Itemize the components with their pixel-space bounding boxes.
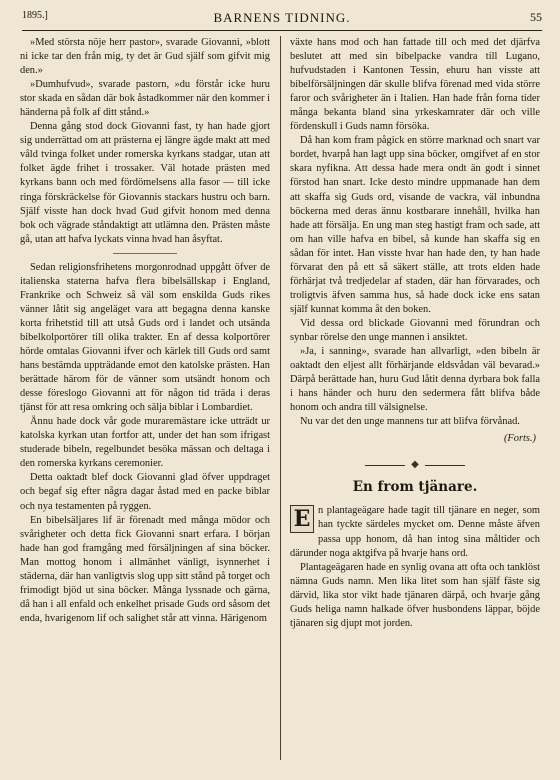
- paragraph: Detta oaktadt blef dock Giovanni glad öfver uppdraget och begaf sig efter några dagar åstad med en packe biblar och nya testamenten på ryggen.: [20, 472, 270, 512]
- right-column: [290, 36, 540, 631]
- paragraph: Ännu hade dock vår gode muraremästare icke utträdt ur katolska kyrkan utan fortfor att, under det han som ifrigast studerade bibeln, regelbundet besöka mässan och deltaga i den romerska kyrkans ceremonier.: [20, 416, 270, 470]
- ornament-divider: [290, 460, 540, 470]
- paragraph: [290, 504, 540, 560]
- paragraph: växte hans mod och han fattade till och med det djärfva beslutet att med sin bibelpacke vandra till Lugano, hufvudstaden i Kantonen Tessin, ehuru han visste att bibelförsäljningen där skulle blifva förenad med vida större faror och svårigheter än i Italien. Han hade från forna tider många bekanta bland sina yrkeskamrater där och ville fördenskull i Guds namn försöka.: [290, 37, 540, 133]
- ornament-line: [425, 465, 465, 466]
- paragraph: »Ja, i sanning», svarade han allvarligt, »den bibeln är oaktadt den eljest allt förhärjande eldsvådan väl bevarad.» Därpå berättade han, huru Gud låtit denna dyrbara bok falla i hans händer och huru den sedermera fått blifva både honom och andra till välsignelse.: [290, 346, 540, 414]
- paragraph: En bibelsäljares lif är förenadt med många mödor och svårigheter och detta fick Giovanni snart erfara. I början hade han god framgång med försäljningen af sina böcker. Man mottog honom i allmänhet vänligt, isynnerhet i städerna, där han vanligtvis slog upp sitt stånd på torget och frimodigt bjöd ut sina böcker. Många lyssnade och gärna, då han i all enfald och enkelhet prisade Guds ord såsom det enda, hvarigenom lif och salighet står att vinna. Härigenom: [20, 514, 270, 624]
- paragraph: »Med största nöje herr pastor», svarade Giovanni, »blott ni icke tar den från mig, ty det är Gud själf som gifvit mig den.»: [20, 37, 270, 77]
- paragraph: Då han kom fram pågick en större marknad och snart var bordet, hvarpå han lagt upp sina böcker, omgifvet af en stor skara nyfikna. Att dessa hade mera ondt än godt i sinnet förstod han snart. Icke desto mindre uppmanade han dem att skaffa sig Guds ord, visande de vackra, väl inbundna böckerna med deras ännu kostbarare innehåll, hvilka han hade att försälja. En ung man steg hastigt fram och sade, att om han ville hafva en bibel, så kunde han skaffa sig en sådan för intet. Han visste hvar han hade den, ty han hade förvarat den på ett så säkert ställe, att trots elden hade förhärjat två tredjedelar af staden, där han förvarades, och troligtvis äfven samma hus, så hade dock icke ens satan själf kunnat komma åt den boken.: [290, 135, 540, 315]
- paragraph: Vid dessa ord blickade Giovanni med förundran och synbar rörelse den unge mannen i ansiktet.: [290, 317, 540, 343]
- header-title: BARNENS TIDNING.: [213, 10, 351, 25]
- drop-cap: E: [290, 505, 314, 533]
- section-divider: [113, 253, 177, 254]
- paragraph: Denna gång stod dock Giovanni fast, ty han hade gjort sig underrättad om att prästerna ej längre ägde makt att med våld tvinga folket under romerska kyrkans stadgar, utan att folket ägde frihet i trossaker. Väl hotade prästen med kyrkans bann och med fördömelsens alla fasor — till icke ringa förskräckelse för Giovannis stackars hustru och barn. Själf visste han dock hvad Gud gifvit honom med denna bok och vägrade ståndaktigt att utlämna den. Prästen måste gå, utan att hafva lyckats vinna hvad han åsyftat.: [20, 121, 270, 245]
- paragraph-text: n plantageägare hade tagit till tjänare en neger, som han tyckte särdeles mycket om. Denne måste äfven passa upp honom, då han intog sina måltider och därunder noga aktgifva på hvarje hans ord.: [290, 505, 540, 559]
- header-year: 1895.]: [22, 10, 48, 21]
- header-page-number: 55: [530, 10, 542, 24]
- paragraph: »Dumhufvud», svarade pastorn, »du förstår icke huru stor skada en sådan där bok åstadkommer när den kommer i händerna på folk af ditt stånd.»: [20, 79, 270, 119]
- paragraph: Nu var det den unge mannens tur att blifva förvånad.: [300, 416, 520, 428]
- story-title: En from tjänare.: [352, 479, 478, 496]
- left-column: [20, 36, 270, 626]
- continuation-note: (Forts.): [503, 433, 536, 445]
- ornament-line: [365, 465, 405, 466]
- page-header: [22, 4, 542, 31]
- diamond-icon: ◆: [411, 459, 419, 471]
- paragraph: Plantageägaren hade en synlig ovana att ofta och tanklöst nämna Guds namn. Men lika litet som han själf fäste sig därvid, lika stor vikt hade tjänaren därpå, och hvarje gång Guds heliga namn halkade öfver husbondens läppar, böjde tjänaren sig djupt mot jorden.: [290, 561, 540, 629]
- column-rule: [280, 36, 281, 760]
- paragraph: Sedan religionsfrihetens morgonrodnad uppgått öfver de italienska staterna hafva flera bibelsällskap i England, Frankrike och Schweiz så väl som enskilda Guds rikes vänner låtit sig angeläget vara att begagna denna kanske korta frihetstid till att utså Guds ord i landet och utsända bibelkolportörer till olika trakter. En af dessa kolportörer hörde omtalas Giovanni ifver och kärlek till Guds ord samt hans bestämda uppträdande emot den katolske prästen. Han berättade härom för de vänner som utsändt honom och desse föreslogo Giovanni att för någon tid träda i deras tjänst för att resa omkring och sälja biblar i Lombardiet.: [20, 261, 270, 414]
